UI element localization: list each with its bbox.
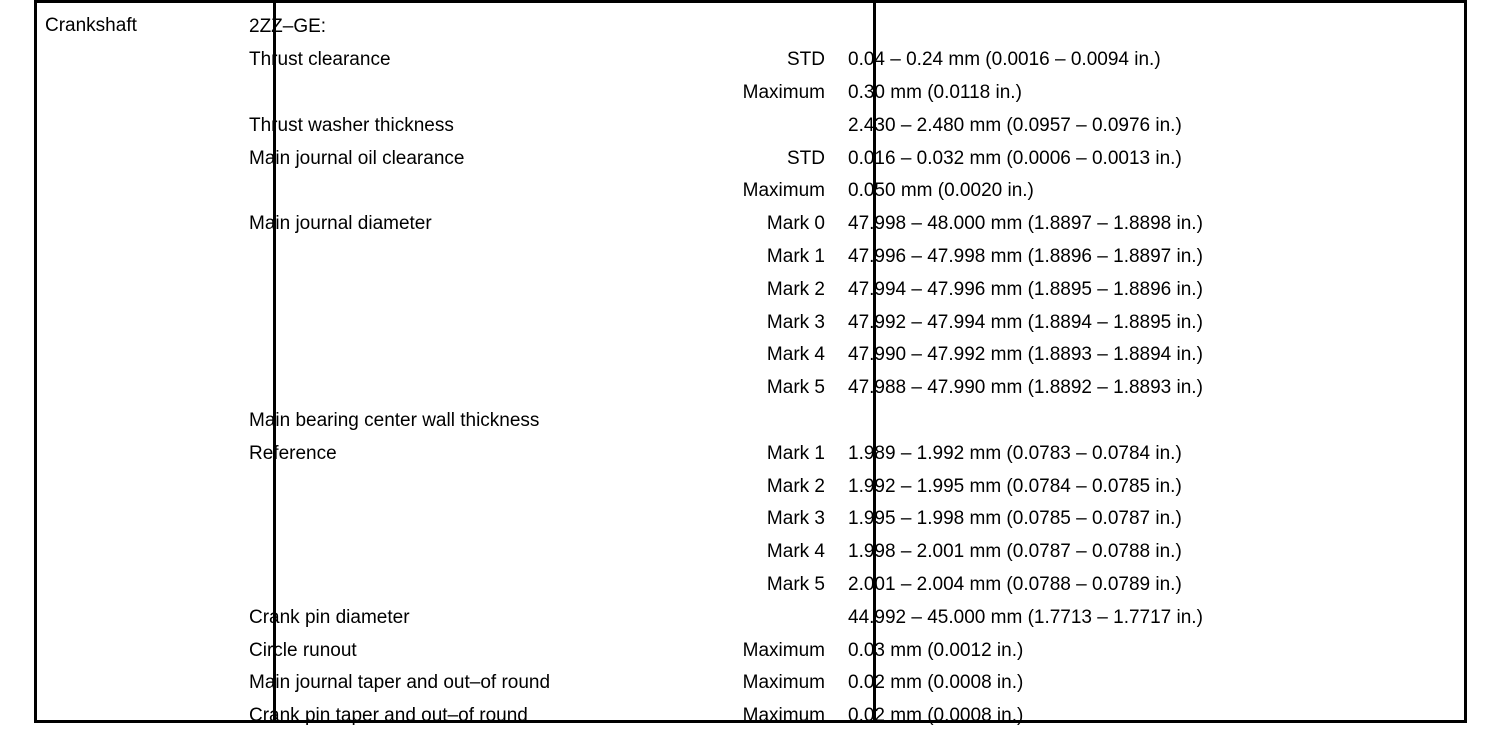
- spec-row: [249, 306, 1449, 339]
- spec-list: [249, 11, 1449, 733]
- spec-value: 1.998 – 2.001 mm (0.0787 – 0.0788 in.): [848, 541, 1182, 563]
- spec-item-label: 2ZZ–GE:: [249, 16, 327, 38]
- spec-item-label: Thrust clearance: [249, 49, 391, 71]
- spec-qualifier: Mark 5: [766, 573, 825, 595]
- spec-value: 1.989 – 1.992 mm (0.0783 – 0.0784 in.): [848, 442, 1182, 464]
- spec-value: 2.430 – 2.480 mm (0.0957 – 0.0976 in.): [848, 114, 1182, 136]
- spec-value: 47.990 – 47.992 mm (1.8893 – 1.8894 in.): [848, 344, 1203, 366]
- spec-value: 0.04 – 0.24 mm (0.0016 – 0.0094 in.): [848, 49, 1161, 71]
- spec-rows: [249, 11, 1449, 733]
- spec-value: 47.994 – 47.996 mm (1.8895 – 1.8896 in.): [848, 278, 1203, 300]
- spec-item-label: Main journal taper and out–of round: [249, 672, 551, 694]
- spec-qualifier: Maximum: [742, 705, 825, 727]
- spec-value: 0.016 – 0.032 mm (0.0006 – 0.0013 in.): [848, 147, 1182, 169]
- spec-row: [249, 601, 1449, 634]
- spec-item-label: Circle runout: [249, 639, 357, 661]
- spec-value: 1.995 – 1.998 mm (0.0785 – 0.0787 in.): [848, 508, 1182, 530]
- spec-value: 47.996 – 47.998 mm (1.8896 – 1.8897 in.): [848, 245, 1203, 267]
- spec-qualifier: Mark 2: [766, 278, 825, 300]
- spec-item-label: Reference: [249, 442, 337, 464]
- spec-qualifier: Maximum: [742, 672, 825, 694]
- spec-value: 0.30 mm (0.0118 in.): [848, 81, 1022, 103]
- spec-qualifier: Maximum: [742, 81, 825, 103]
- spec-row: [249, 109, 1449, 142]
- spec-item-label: Main bearing center wall thickness: [249, 409, 540, 431]
- spec-value: 47.992 – 47.994 mm (1.8894 – 1.8895 in.): [848, 311, 1203, 333]
- spec-row: [249, 700, 1449, 733]
- spec-value: 2.001 – 2.004 mm (0.0788 – 0.0789 in.): [848, 573, 1182, 595]
- spec-row: [249, 175, 1449, 208]
- spec-item-label: Crank pin taper and out–of round: [249, 705, 528, 727]
- spec-qualifier: STD: [787, 147, 825, 169]
- spec-qualifier: Maximum: [742, 639, 825, 661]
- spec-qualifier: Mark 4: [766, 541, 825, 563]
- spec-row: [249, 273, 1449, 306]
- spec-qualifier: Mark 1: [766, 442, 825, 464]
- spec-item-label: Main journal oil clearance: [249, 147, 465, 169]
- spec-value: 47.988 – 47.990 mm (1.8892 – 1.8893 in.): [848, 377, 1203, 399]
- spec-value: 0.02 mm (0.0008 in.): [848, 705, 1024, 727]
- spec-qualifier: STD: [787, 49, 825, 71]
- spec-value: 0.02 mm (0.0008 in.): [848, 672, 1024, 694]
- spec-qualifier: Mark 3: [766, 311, 825, 333]
- spec-row: [249, 536, 1449, 569]
- spec-row: [249, 372, 1449, 405]
- spec-row: [249, 208, 1449, 241]
- spec-qualifier: Mark 5: [766, 377, 825, 399]
- spec-item-label: Thrust washer thickness: [249, 114, 454, 136]
- spec-row: [249, 11, 1449, 44]
- spec-row: [249, 667, 1449, 700]
- spec-row: [249, 339, 1449, 372]
- spec-qualifier: Mark 0: [766, 213, 825, 235]
- spec-row: [249, 437, 1449, 470]
- spec-qualifier: Mark 1: [766, 245, 825, 267]
- spec-row: [249, 470, 1449, 503]
- spec-row: [249, 569, 1449, 602]
- spec-row: [249, 503, 1449, 536]
- spec-row: [249, 44, 1449, 77]
- spec-row: [249, 77, 1449, 110]
- spec-qualifier: Mark 3: [766, 508, 825, 530]
- category-label: Crankshaft: [45, 15, 137, 36]
- spec-value: 0.03 mm (0.0012 in.): [848, 639, 1024, 661]
- spec-qualifier: Mark 2: [766, 475, 825, 497]
- spec-value: 47.998 – 48.000 mm (1.8897 – 1.8898 in.): [848, 213, 1203, 235]
- spec-row: [249, 634, 1449, 667]
- spec-value: 44.992 – 45.000 mm (1.7713 – 1.7717 in.): [848, 606, 1203, 628]
- spec-row: [249, 241, 1449, 274]
- spec-qualifier: Mark 4: [766, 344, 825, 366]
- spec-row: [249, 405, 1449, 438]
- spec-row: [249, 142, 1449, 175]
- spec-item-label: Crank pin diameter: [249, 606, 410, 628]
- spec-item-label: Main journal diameter: [249, 213, 432, 235]
- spec-qualifier: Maximum: [742, 180, 825, 202]
- spec-value: 0.050 mm (0.0020 in.): [848, 180, 1034, 202]
- spec-value: 1.992 – 1.995 mm (0.0784 – 0.0785 in.): [848, 475, 1182, 497]
